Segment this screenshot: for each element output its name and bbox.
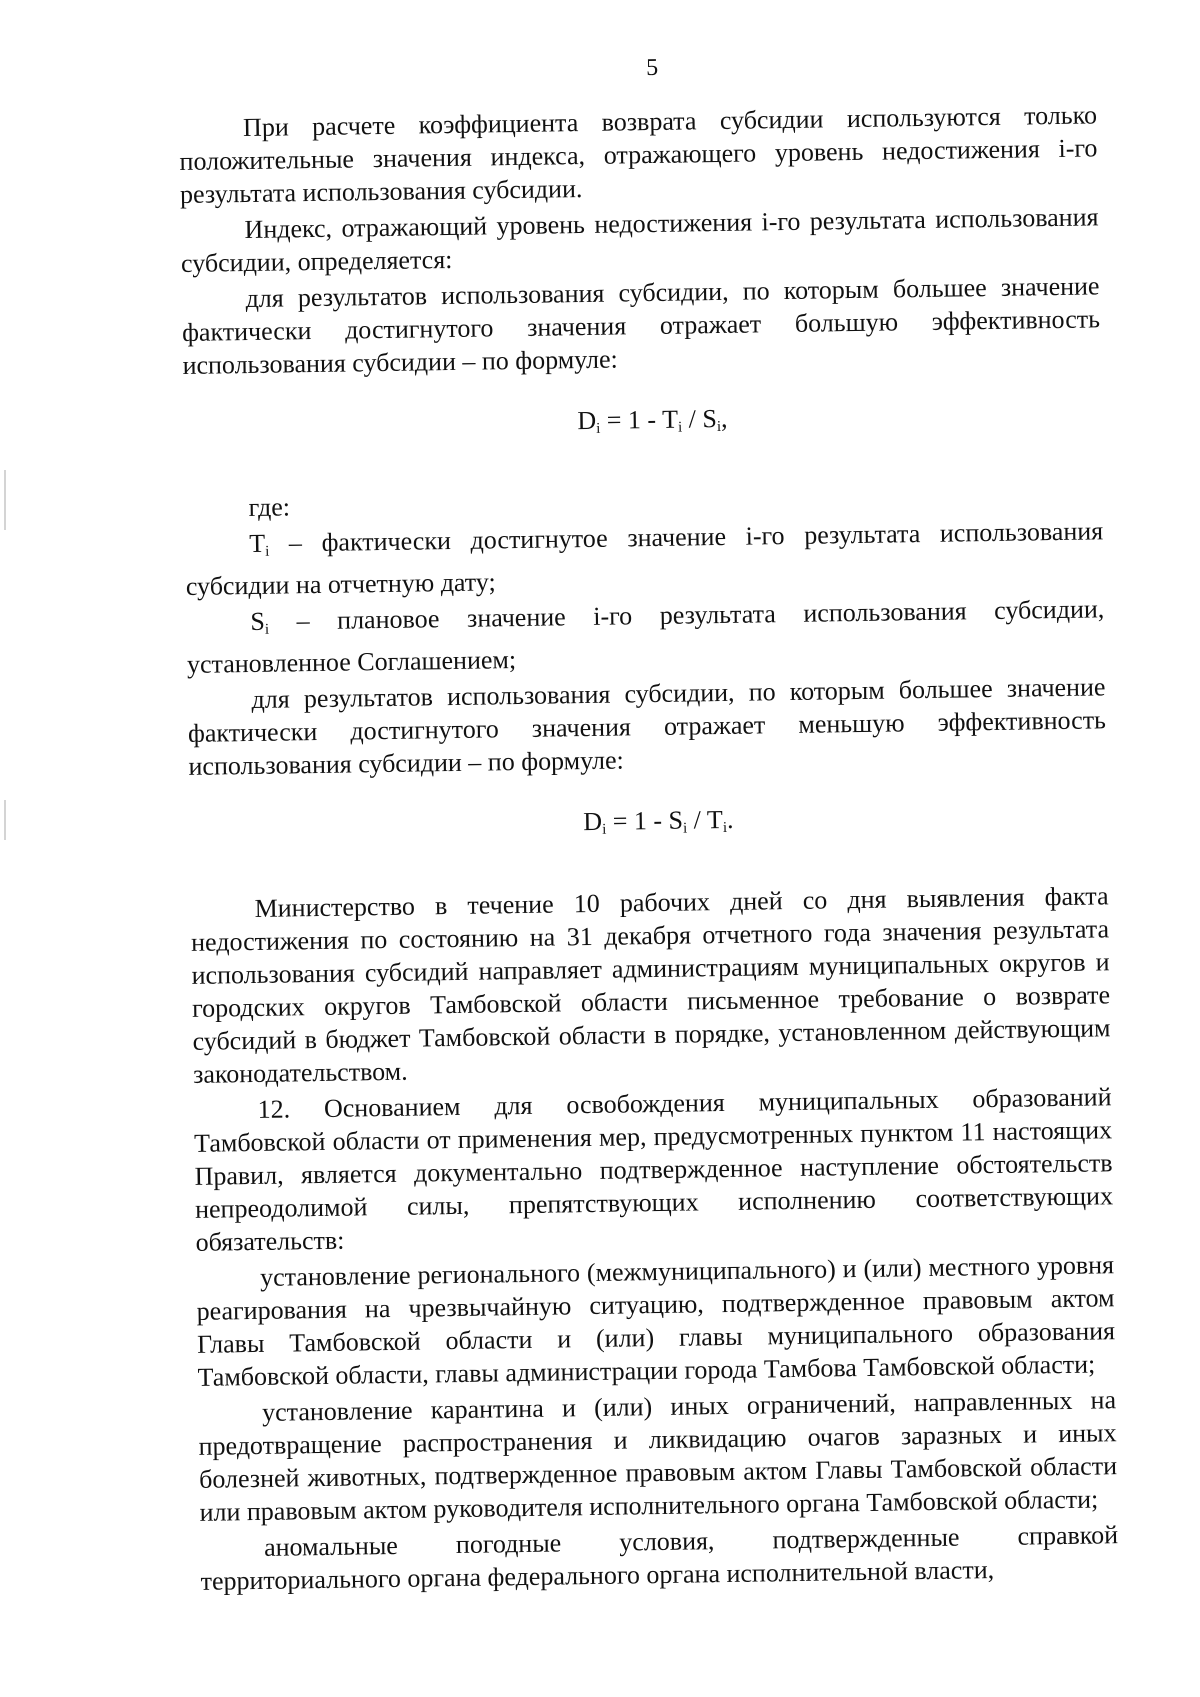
formula-greater-efficiency: $D_i = 1 - T_i / S_i$, <box>577 403 728 437</box>
paragraph-s-definition: $S_i$ – плановое значение i-го результата использования субсидии, установленное Соглашением; <box>186 594 1105 679</box>
scan-edge-mark <box>4 800 6 840</box>
paragraph-lesser-efficiency: для результатов использования субсидии, по которым большее значение фактически достигнутого значения отражает меньшую эффективность использования субсидии – по формуле: <box>187 672 1107 781</box>
paragraph-where: где: <box>248 492 291 522</box>
paragraph-emergency-response: установление регионального (межмуниципального) и (или) местного уровня реагирования на чрезвычайную ситуацию, подтвержденное правовым актом Главы Тамбовской области и (или) главы муниципального образования Тамбовской области, главы администрации города Тамбова Тамбовской области; <box>196 1250 1116 1392</box>
document-body <box>178 44 1119 1600</box>
paragraph-quarantine: установление карантина и (или) иных ограничений, направленных на предотвращение распространения и ликвидацию очагов заразных и иных болезней животных, подтвержденное правовым актом Главы Тамбовской области или правовым актом руководителя исполнительного органа Тамбовской области; <box>198 1385 1118 1527</box>
page-number: 5 <box>646 54 659 82</box>
paragraph-index-definition: Индекс, отражающий уровень недостижения i-го результата использования субсидии, определяется: <box>180 202 1099 278</box>
paragraph-ministry-requirement: Министерство в течение 10 рабочих дней со дня выявления факта недостижения по состоянию на 31 декабря отчетного года значения результата использования субсидий направляет администрациям муниципальных округов и городских округов Тамбовской области письменное требование о возврате субсидий в бюджет Тамбовской области в порядке, установленном действующим законодательством. <box>190 881 1111 1089</box>
paragraph-clause-12: 12. Основанием для освобождения муниципальных образований Тамбовской области от применения мер, предусмотренных пунктом 11 настоящих Правил, является документально подтвержденное наступление обстоятельств непреодолимой силы, препятствующих исполнению соответствующих обязательств: <box>193 1082 1114 1257</box>
paragraph-greater-efficiency: для результатов использования субсидии, по которым большее значение фактически достигнутого значения отражает большую эффективность использования субсидии – по формуле: <box>181 271 1101 380</box>
paragraph-return-coefficient: При расчете коэффициента возврата субсидии используются только положительные значения индекса, отражающего уровень недостижения i-го результата использования субсидии. <box>179 100 1098 209</box>
scan-edge-mark <box>4 470 6 530</box>
formula-lesser-efficiency: $D_i = 1 - S_i / T_i$. <box>583 804 734 838</box>
paragraph-weather-conditions: аномальные погодные условия, подтвержденные справкой территориального органа федерального органа исполнительной власти, <box>200 1520 1119 1596</box>
paragraph-t-definition: $T_i$ – фактически достигнутое значение i-го результата использования субсидии на отчетную дату; <box>185 516 1104 601</box>
